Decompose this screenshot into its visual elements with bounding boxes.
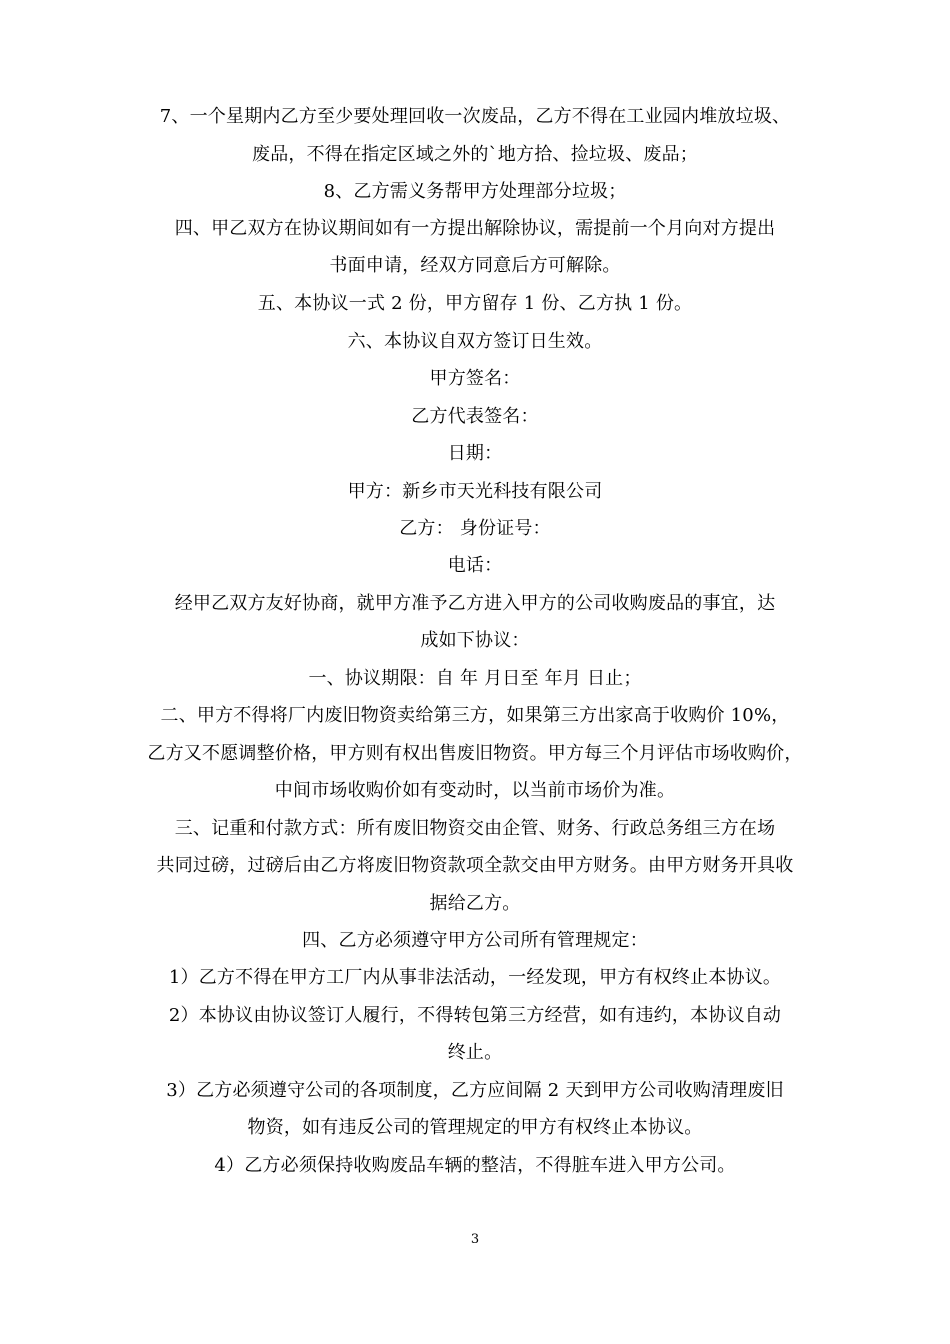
page-number: 3 [470, 1232, 480, 1247]
text-line: 书面申请，经双方同意后方可解除。 [329, 255, 621, 276]
text-line: 经甲乙双方友好协商，就甲方准予乙方进入甲方的公司收购废品的事宜，达 [174, 593, 776, 614]
text-line: 7、一个星期内乙方至少要处理回收一次废品，乙方不得在工业园内堆放垃圾、 [159, 106, 791, 127]
text-line: 共同过磅，过磅后由乙方将废旧物资款项全款交由甲方财务。由甲方财务开具收 [156, 855, 794, 876]
text-line: 2）本协议由协议签订人履行，不得转包第三方经营，如有违约，本协议自动 [168, 1005, 782, 1026]
text-line: 物资，如有违反公司的管理规定的甲方有权终止本协议。 [247, 1117, 703, 1138]
text-line: 8、乙方需义务帮甲方处理部分垃圾； [323, 181, 627, 202]
text-line: 三、记重和付款方式：所有废旧物资交由企管、财务、行政总务组三方在场 [174, 818, 776, 839]
party-a-name: 甲方：新乡市天光科技有限公司 [347, 481, 603, 502]
text-line: 五、本协议一式 2 份，甲方留存 1 份、乙方执 1 份。 [257, 293, 693, 314]
text-line: 3）乙方必须遵守公司的各项制度，乙方应间隔 2 天到甲方公司收购清理废旧 [166, 1080, 784, 1101]
phone-label: 电话： [447, 555, 503, 576]
text-line: 终止。 [447, 1042, 503, 1063]
text-line: 4）乙方必须保持收购废品车辆的整洁，不得脏车进入甲方公司。 [214, 1155, 736, 1176]
text-line: 据给乙方。 [429, 893, 521, 914]
text-line: 成如下协议： [420, 630, 530, 651]
text-line: 中间市场收购价如有变动时，以当前市场价为准。 [274, 780, 676, 801]
signature-label-party-a: 甲方签名： [429, 368, 521, 389]
signature-label-party-b-rep: 乙方代表签名： [411, 406, 539, 427]
text-line: 六、本协议自双方签订日生效。 [347, 331, 603, 352]
text-line: 废品，不得在指定区域之外的`地方拾、捡垃圾、废品； [252, 144, 698, 165]
party-b-id-label: 乙方： 身份证号： [399, 518, 551, 539]
text-line: 一、协议期限：自 年 月日至 年月 日止； [308, 668, 642, 689]
text-line: 二、甲方不得将厂内废旧物资卖给第三方，如果第三方出家高于收购价 10%， [160, 705, 790, 726]
text-line: 四、乙方必须遵守甲方公司所有管理规定： [302, 930, 648, 951]
text-line: 1）乙方不得在甲方工厂内从事非法活动，一经发现，甲方有权终止本协议。 [168, 967, 782, 988]
text-line: 乙方又不愿调整价格，甲方则有权出售废旧物资。甲方每三个月评估市场收购价， [147, 743, 803, 764]
date-label: 日期： [447, 443, 503, 464]
text-line: 四、甲乙双方在协议期间如有一方提出解除协议，需提前一个月向对方提出 [174, 218, 776, 239]
